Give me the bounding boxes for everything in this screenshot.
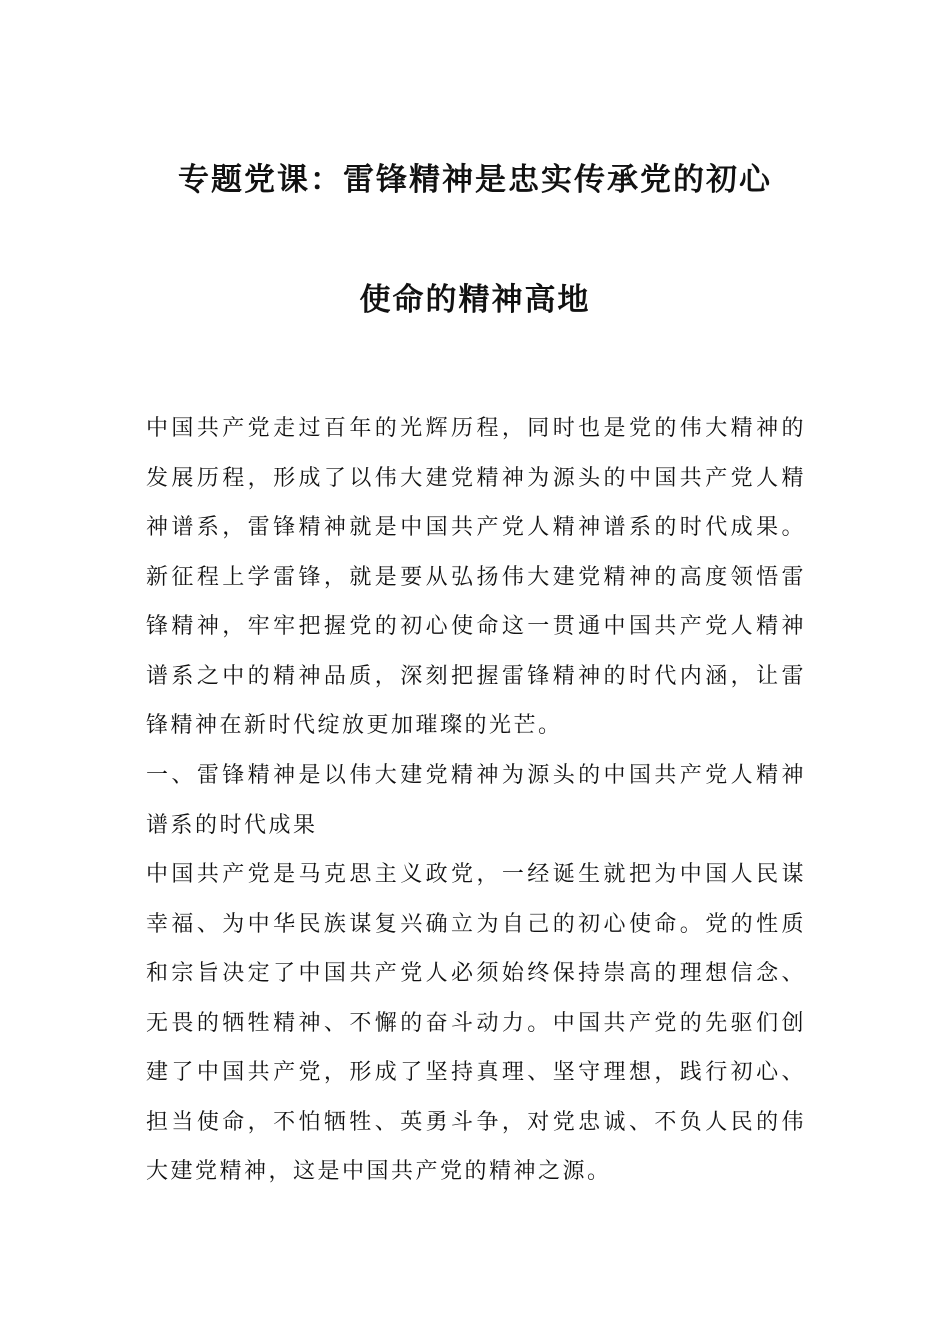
body-paragraph-section-1: 中国共产党是马克思主义政党，一经诞生就把为中国人民谋幸福、为中华民族谋复兴确立为自己的初心使命。党的性质和宗旨决定了中国共产党人必须始终保持崇高的理想信念、无畏的牺牲精神、不懈的奋斗动力。中国共产党的先驱们创建了中国共产党，形成了坚持真理、坚守理想，践行初心、担当使命，不怕牺牲、英勇斗争，对党忠诚、不负人民的伟大建党精神，这是中国共产党的精神之源。 — [146, 862, 806, 1184]
document-title-line-2: 使命的精神高地 — [359, 282, 591, 318]
body-paragraph-intro: 中国共产党走过百年的光辉历程，同时也是党的伟大精神的发展历程，形成了以伟大建党精神为源头的中国共产党人精神谱系，雷锋精神就是中国共产党人精神谱系的时代成果。新征程上学雷锋，就是要从弘扬伟大建党精神的高度领悟雷锋精神，牢牢把握党的初心使命这一贯通中国共产党人精神谱系之中的精神品质，深刻把握雷锋精神的时代内涵，让雷锋精神在新时代绽放更加璀璨的光芒。 — [146, 416, 806, 738]
section-heading-1: 一、雷锋精神是以伟大建党精神为源头的中国共产党人精神谱系的时代成果 — [146, 763, 806, 838]
document-title-line-1: 专题党课：雷锋精神是忠实传承党的初心 — [178, 162, 772, 198]
